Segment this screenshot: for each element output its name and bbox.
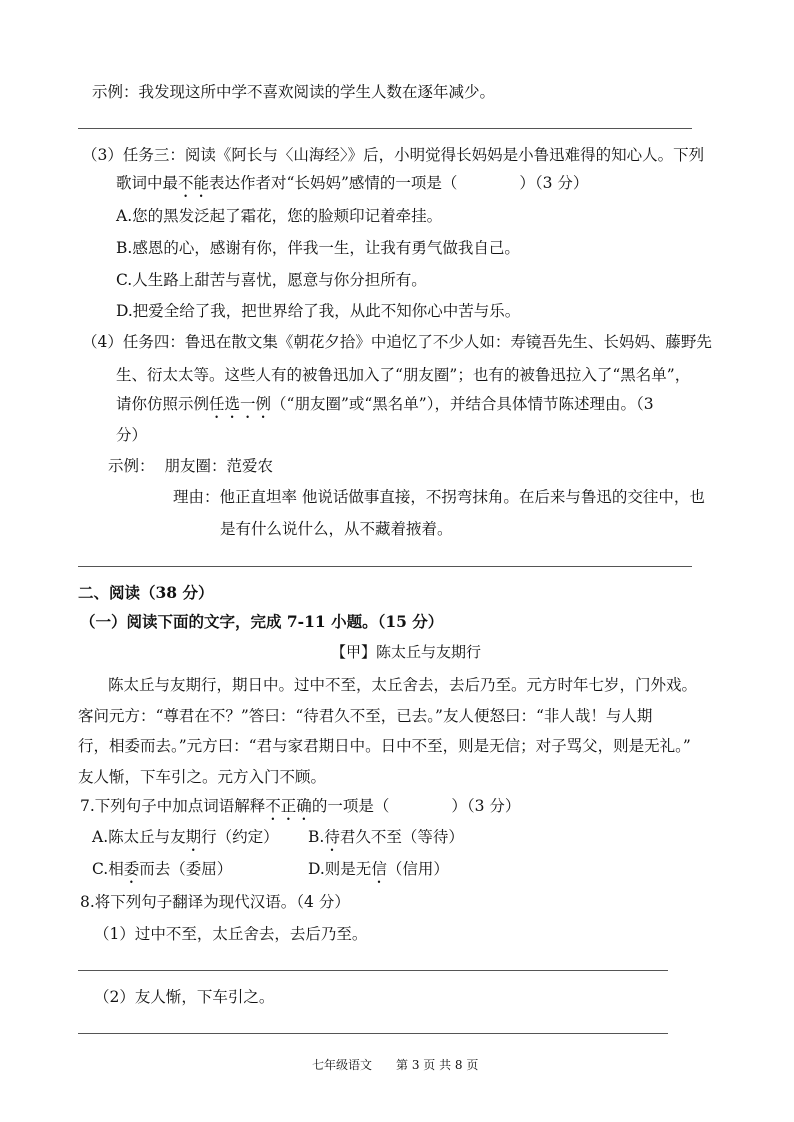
q7-option-c-post: 而去（委屈） [139, 860, 233, 878]
q7-option-a-emph: 期 [185, 828, 202, 846]
q7-option-d-emph: 信 [371, 860, 387, 878]
q8-item-2: （2）友人惭，下车引之。 [94, 988, 275, 1006]
q4-stem-line3 [116, 394, 654, 422]
q3-option-a: A.您的黑发泛起了霜花，您的脸颊印记着牵挂。 [116, 207, 443, 225]
section-heading: 二、阅读（38 分） [78, 583, 214, 602]
answer-line [78, 970, 668, 971]
q3-option-d: D.把爱全给了我，把世界给了我，从此不知你心中苦与乐。 [116, 302, 521, 320]
q7-option-c-pre: C.相 [92, 860, 124, 878]
q4-stem-line4: 分） [116, 426, 148, 444]
q7-option-c-emph: 委 [123, 860, 140, 878]
q7-option-d [308, 859, 449, 887]
q4-example [108, 456, 273, 476]
q7-stem-pre: 7.下列句子中加点词语解释 [80, 797, 266, 815]
q7-option-a [92, 827, 279, 855]
answer-line [78, 1033, 668, 1034]
q3-stem-line2 [116, 173, 588, 201]
passage-title: 【甲】陈太丘与友期行 [331, 643, 482, 661]
q4-reason-line2: 是有什么说什么，从不藏着掖着。 [220, 520, 453, 538]
q7-option-c [92, 859, 232, 887]
q7-option-d-pre: D.则是无 [308, 860, 372, 878]
q7-option-a-post: 行（约定） [201, 828, 279, 846]
q4-stem-line1: （4）任务四：鲁迅在散文集《朝花夕拾》中追忆了不少人如：寿镜吾先生、长妈妈、藤野先 [82, 333, 712, 351]
q7-option-b-emph: 待 [324, 828, 340, 846]
q7-emphasis: 不正确 [265, 797, 312, 815]
q7-option-b-post: 君久不至（等待） [339, 828, 464, 846]
q3-stem-line1: （3）任务三：阅读《阿长与〈山海经〉》后，小明觉得长妈妈是小鲁迅难得的知心人。下列 [82, 146, 705, 164]
q4-example-label: 示例： [108, 457, 155, 475]
answer-line [78, 128, 692, 129]
q7-option-a-pre: A.陈太丘与友 [92, 828, 186, 846]
q7-option-b [308, 827, 464, 855]
q3-option-c: C.人生路上甜苦与喜忧，愿意与你分担所有。 [116, 271, 427, 289]
section-sub-heading: （一）阅读下面的文字，完成 7-11 小题。（15 分） [80, 612, 444, 631]
q8-item-1: （1）过中不至，太丘舍去，去后乃至。 [94, 925, 368, 943]
q7-stem-post: 的一项是（ ）（3 分） [311, 797, 521, 815]
q4-stem-pre: 请你仿照示例 [116, 395, 210, 413]
q7-option-b-pre: B. [308, 828, 325, 846]
q4-emphasis: 任选一例 [209, 395, 272, 413]
answer-line [78, 566, 692, 567]
q4-reason-line1: 理由：他正直坦率 他说话做事直接，不拐弯抹角。在后来与鲁迅的交往中，也 [173, 488, 705, 506]
q7-option-d-post: （信用） [386, 860, 449, 878]
task2-example: 示例：我发现这所中学不喜欢阅读的学生人数在逐年减少。 [92, 83, 496, 101]
passage-line: 陈太丘与友期行，期日中。过中不至，太丘舍去，去后乃至。元方时年七岁，门外戏。 [108, 676, 698, 694]
q3-stem-post: 表达作者对“长妈妈”感情的一项是（ ）（3 分） [209, 174, 589, 192]
passage-line: 客问元方：“尊君在不？”答曰：“待君久不至，已去。”友人便怒曰：“非人哉！与人期 [78, 707, 653, 725]
page-footer: 七年级语文 第 3 页 共 8 页 [312, 1058, 479, 1072]
passage-line: 友人惭，下车引之。元方入门不顾。 [78, 768, 327, 786]
q4-stem-line2: 生、衍太太等。这些人有的被鲁迅加入了“朋友圈”；也有的被鲁迅拉入了“黑名单”， [116, 366, 691, 384]
q4-example-value: 朋友圈：范爱农 [164, 457, 274, 475]
q3-option-b: B.感恩的心，感谢有你，伴我一生，让我有勇气做我自己。 [116, 239, 520, 257]
q7-stem [80, 796, 520, 824]
q3-stem-pre: 歌词中最 [116, 174, 179, 192]
passage-line: 行，相委而去。”元方曰：“君与家君期日中。日中不至，则是无信；对子骂父，则是无礼。” [78, 737, 691, 755]
q3-emphasis: 不能 [178, 174, 210, 192]
q4-stem-post: （“朋友圈”或“黑名单”），并结合具体情节陈述理由。（3 [271, 395, 654, 413]
q8-stem: 8.将下列句子翻译为现代汉语。（4 分） [80, 893, 350, 911]
